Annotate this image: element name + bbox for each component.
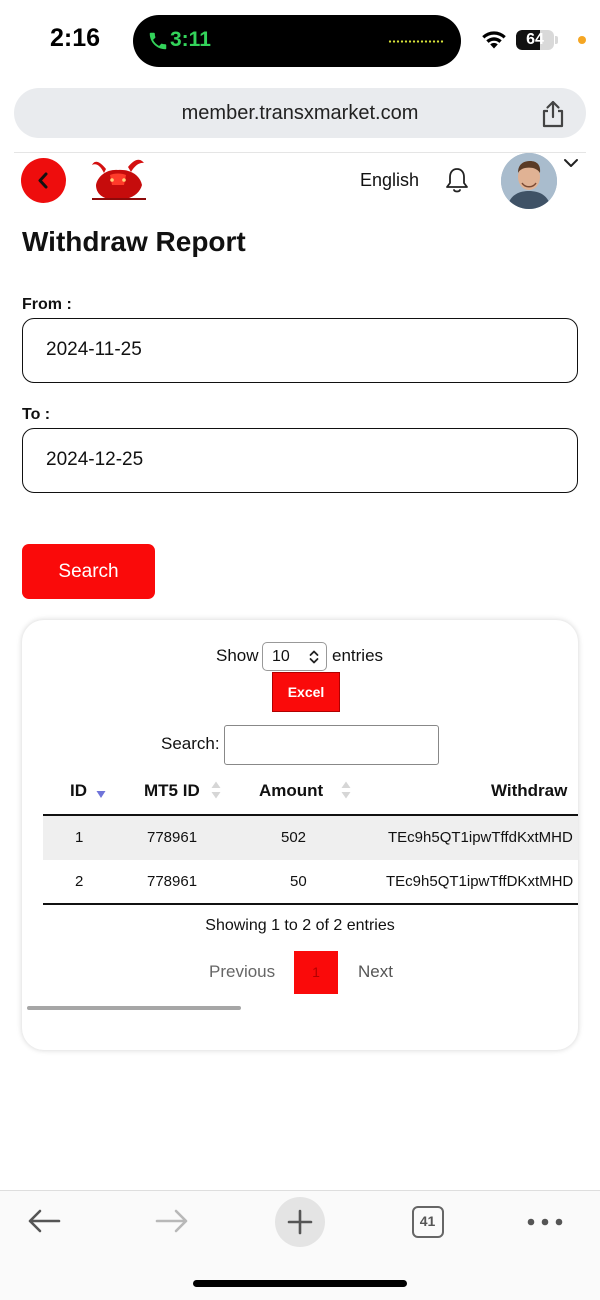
report-table-card: [22, 620, 578, 1050]
url-text[interactable]: member.transxmarket.com: [181, 102, 419, 124]
back-arrow-icon[interactable]: [27, 1208, 61, 1234]
chevron-left-icon: [33, 169, 54, 192]
column-header-withdraw[interactable]: Withdraw: [491, 781, 568, 800]
chevron-down-icon[interactable]: [563, 157, 579, 169]
table-row: [43, 816, 578, 860]
share-icon[interactable]: [540, 100, 566, 128]
previous-page-button[interactable]: Previous: [209, 962, 276, 981]
battery-tip: [555, 36, 558, 44]
sort-desc-icon[interactable]: [96, 780, 106, 800]
search-button[interactable]: Search: [22, 544, 155, 599]
tabs-button[interactable]: [412, 1206, 444, 1238]
column-header-amount[interactable]: Amount: [259, 781, 324, 800]
call-duration: 3:11: [170, 28, 211, 51]
horizontal-scrollbar[interactable]: [27, 1006, 241, 1010]
cell-id: 2: [75, 873, 84, 890]
cell-amount: 502: [281, 829, 307, 846]
entries-label: entries: [332, 646, 384, 665]
table-row: [43, 860, 578, 904]
from-label: From :: [22, 296, 72, 313]
cell-address: TEc9h5QT1ipwTffDKxtMHD: [386, 873, 574, 890]
column-header-id[interactable]: ID: [70, 781, 87, 800]
sort-icon[interactable]: [341, 780, 351, 800]
user-photo: [501, 153, 557, 209]
home-indicator: [193, 1280, 407, 1287]
sort-icon[interactable]: [211, 780, 221, 800]
clock: 2:16: [50, 24, 101, 52]
table-search-label: Search:: [161, 734, 220, 753]
cell-id: 1: [75, 829, 84, 846]
more-icon[interactable]: [527, 1218, 563, 1226]
bell-icon[interactable]: [444, 166, 470, 194]
table-info: Showing 1 to 2 of 2 entries: [205, 917, 395, 934]
language-selector[interactable]: English: [360, 170, 420, 190]
battery-indicator: [516, 30, 554, 50]
next-page-button[interactable]: Next: [358, 962, 393, 981]
new-tab-button[interactable]: [275, 1197, 325, 1247]
tab-count: 41: [419, 1213, 436, 1229]
select-arrows-icon: [309, 650, 319, 664]
excel-export-button[interactable]: Excel: [272, 672, 340, 712]
back-button[interactable]: [21, 158, 66, 203]
cell-amount: 50: [290, 873, 307, 890]
privacy-indicator: [578, 36, 586, 44]
table-search-input[interactable]: [224, 725, 439, 765]
show-label: Show: [216, 646, 259, 665]
forward-arrow-icon[interactable]: [155, 1208, 189, 1234]
from-date-field[interactable]: 2024-11-25: [22, 318, 578, 383]
table-footer-divider: [43, 903, 578, 905]
page-button-1[interactable]: 1: [294, 951, 338, 994]
wifi-icon: [480, 28, 508, 50]
page-title: Withdraw Report: [22, 226, 246, 257]
phone-icon: [147, 29, 169, 53]
cell-mt5-id: 778961: [147, 829, 198, 846]
entries-select[interactable]: [262, 642, 327, 671]
address-bar[interactable]: [14, 88, 586, 138]
cell-address: TEc9h5QT1ipwTffdKxtMHD: [388, 829, 573, 846]
battery-level: 64: [526, 31, 544, 48]
audio-waveform: [388, 40, 444, 43]
entries-select-value: 10: [272, 648, 290, 665]
column-header-mt5-id[interactable]: MT5 ID: [144, 781, 200, 800]
cell-mt5-id: 778961: [147, 873, 198, 890]
status-bar: [0, 0, 600, 80]
plus-icon: [287, 1209, 313, 1235]
dynamic-island[interactable]: [133, 15, 461, 67]
to-date-field[interactable]: 2024-12-25: [22, 428, 578, 493]
bull-logo[interactable]: [88, 155, 150, 203]
to-label: To :: [22, 406, 51, 423]
browser-toolbar: [0, 1191, 600, 1300]
avatar[interactable]: [501, 153, 557, 209]
divider: [14, 152, 586, 153]
